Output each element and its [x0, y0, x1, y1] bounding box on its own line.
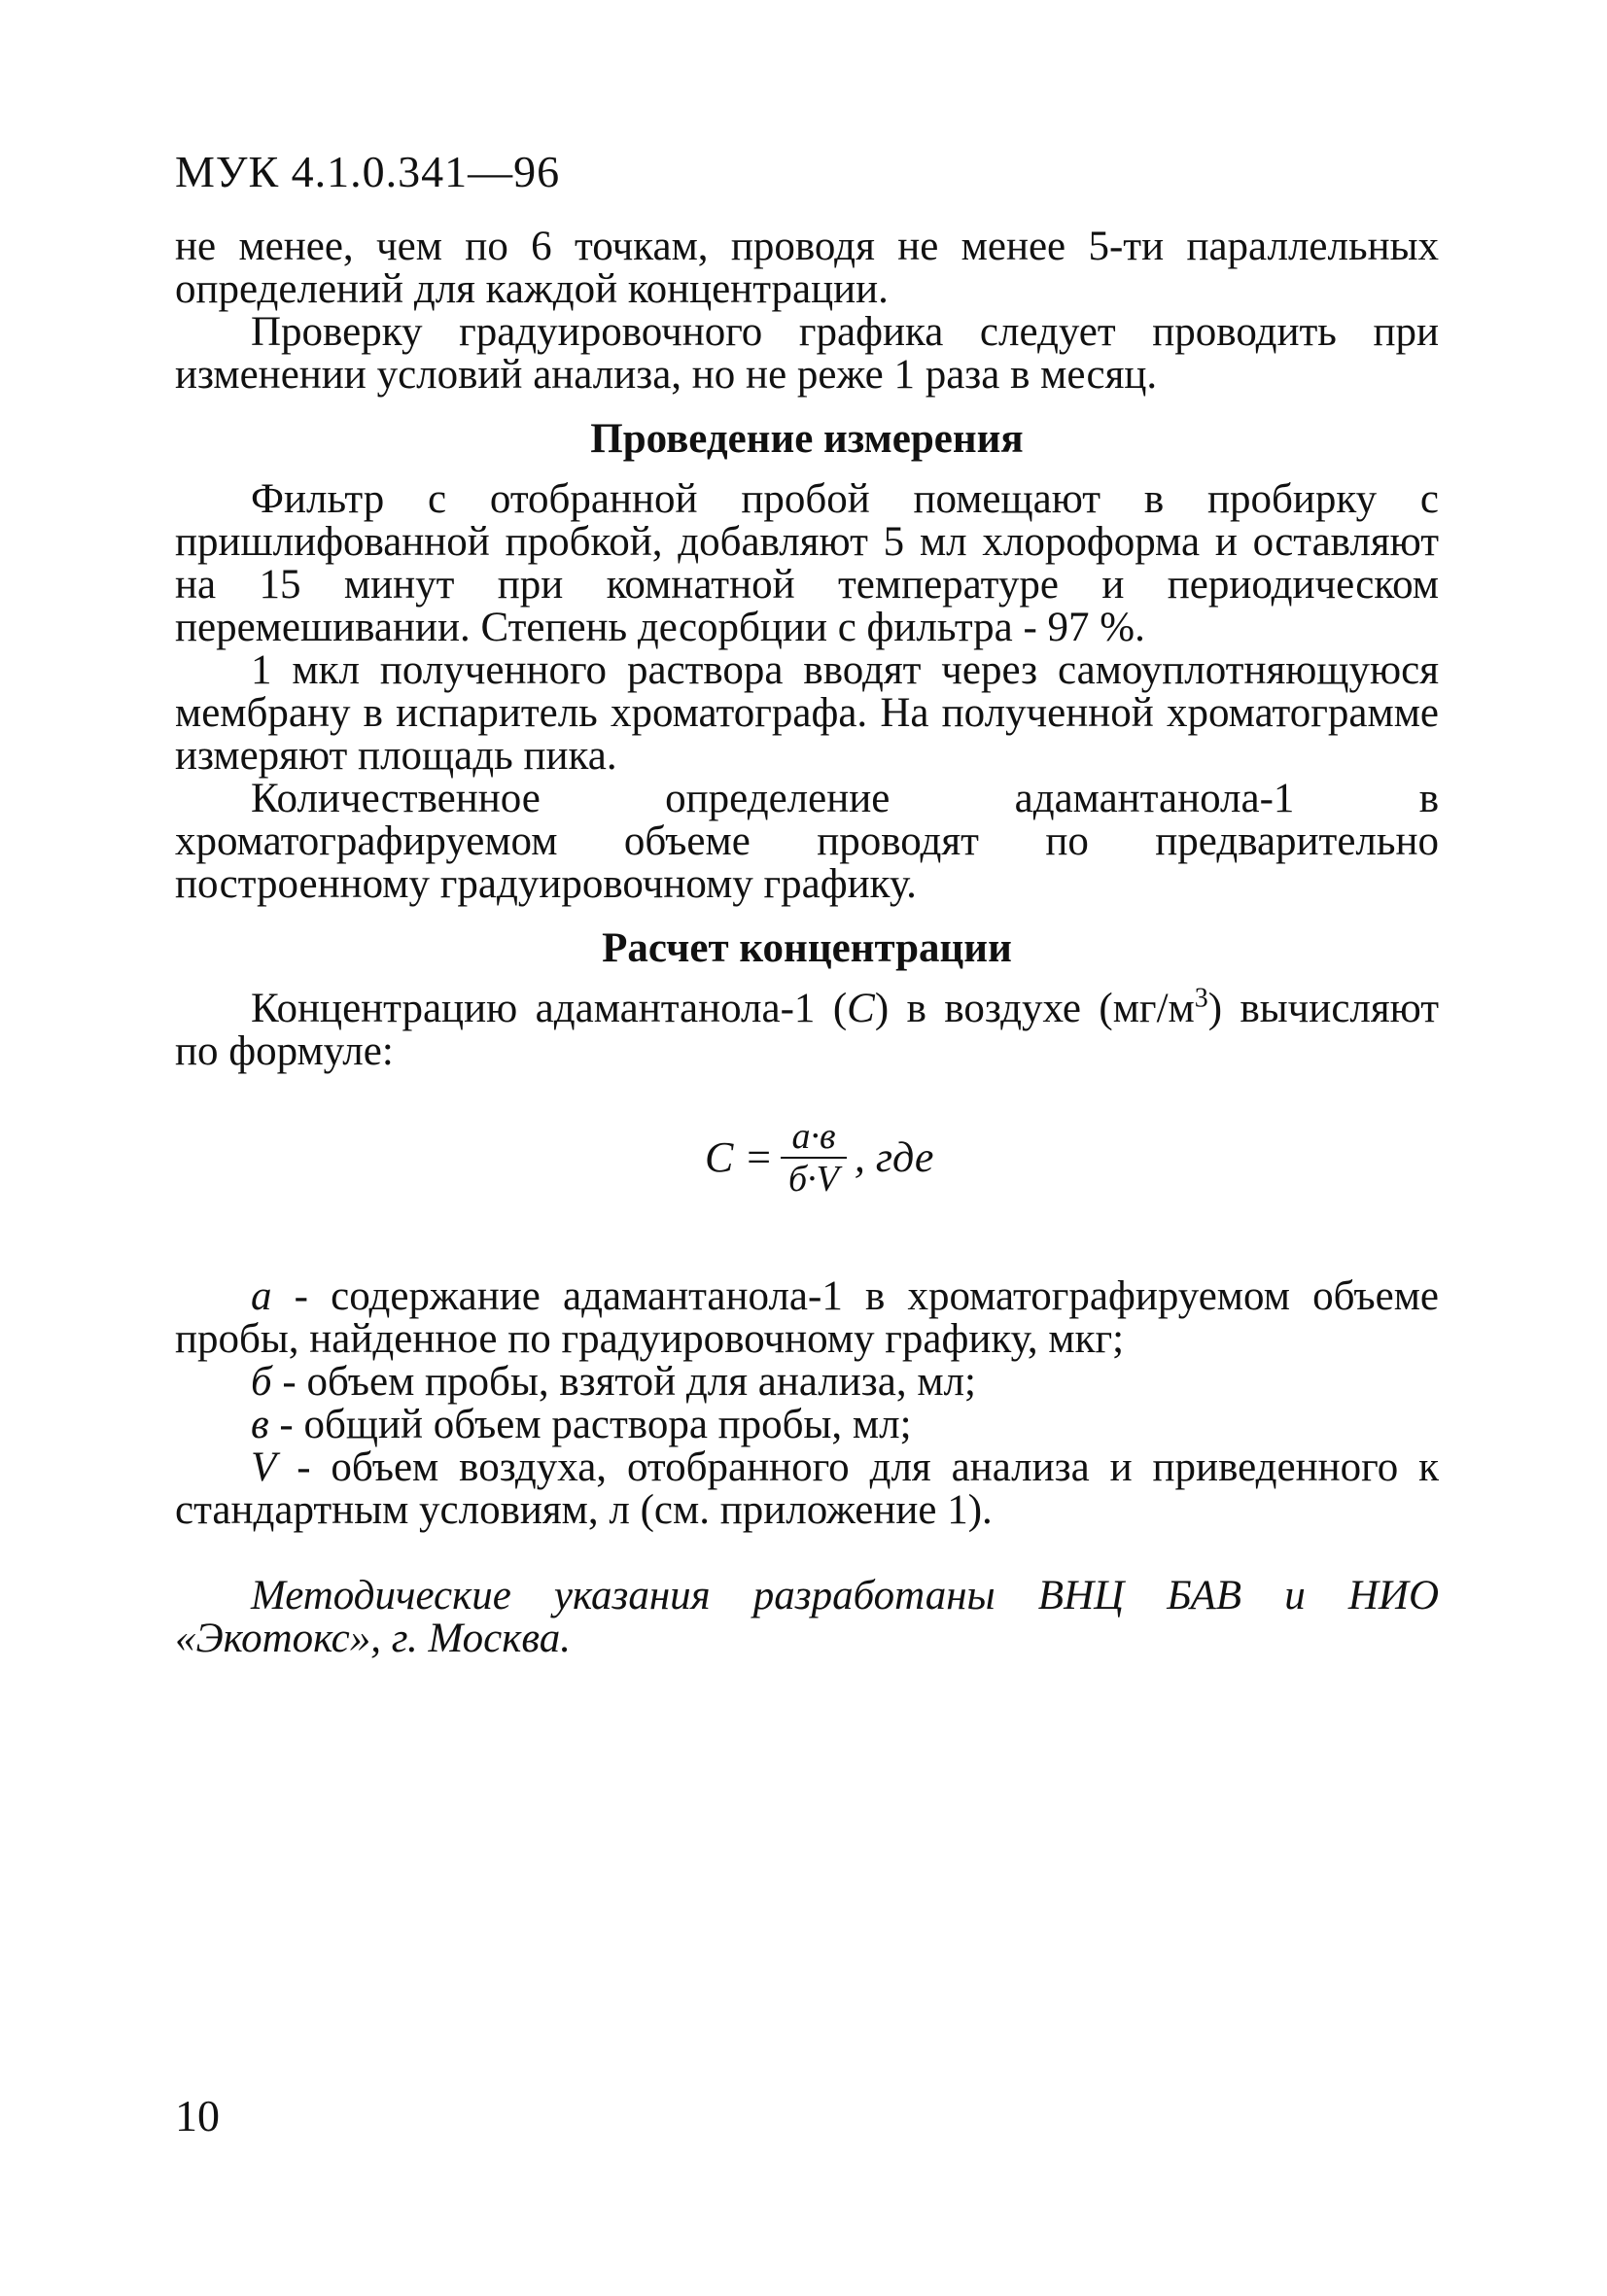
- formula-denominator: б·V: [788, 1159, 839, 1200]
- measurement-heading: Проведение измерения: [590, 416, 1024, 462]
- formula-block: [175, 1081, 1439, 1246]
- definition-symbol: в: [251, 1402, 269, 1447]
- calculation-intro-before: Концентрацию адамантанола-1 (: [251, 986, 848, 1031]
- intro-paragraph-1: не менее, чем по 6 точкам, проводя не менее 5-ти параллельных определений для каждой концентрации.: [175, 224, 1439, 312]
- definition-b: [175, 1361, 1439, 1404]
- measurement-paragraph-2: 1 мкл полученного раствора вводят через самоуплотняющуюся мембрану в испаритель хроматографа. На полученной хроматограмме измеряют площадь пика.: [175, 647, 1439, 779]
- document-body: [175, 226, 1439, 1702]
- variable-definitions: [175, 1275, 1439, 1532]
- measurement-paragraph-3: Количественное определение адамантанола-1 в хроматографируемом объеме проводят по предварительно построенному градуировочному графику.: [175, 776, 1439, 907]
- concentration-variable: С: [847, 986, 875, 1031]
- definition-text: - объем воздуха, отобранного для анализа и приведенного к стандартным условиям, л (см. приложение 1).: [175, 1444, 1439, 1533]
- calculation-intro-mid: ) в воздухе (мг/м: [874, 986, 1195, 1031]
- definition-v: [175, 1404, 1439, 1446]
- concentration-formula: [705, 1116, 933, 1200]
- document-code: МУК 4.1.0.341—96: [175, 147, 561, 196]
- definition-text: - объем пробы, взятой для анализа, мл;: [271, 1359, 976, 1405]
- formula-suffix: , где: [854, 1133, 934, 1181]
- definition-text: - содержание адамантанола-1 в хроматографируемом объеме пробы, найденное по градуировочному графику, мкг;: [175, 1273, 1439, 1362]
- definition-symbol: а: [251, 1273, 272, 1319]
- authors-credit: Методические указания разработаны ВНЦ БАВ и НИО «Экотокс», г. Москва.: [175, 1573, 1439, 1661]
- formula-lhs: С =: [705, 1133, 774, 1181]
- definition-symbol: б: [251, 1359, 272, 1405]
- unit-exponent: 3: [1194, 983, 1208, 1014]
- definition-volume: [175, 1446, 1439, 1532]
- intro-paragraph-2: Проверку градуировочного графика следует проводить при изменении условий анализа, но не реже 1 раза в месяц.: [175, 309, 1439, 398]
- page-number: 10: [175, 2091, 220, 2140]
- formula-fraction: [781, 1116, 847, 1200]
- definition-symbol: V: [251, 1444, 277, 1490]
- calculation-intro: [175, 983, 1439, 1074]
- definition-text: - общий объем раствора пробы, мл;: [268, 1402, 912, 1447]
- calculation-intro-after: ) вычисляют по формуле:: [175, 986, 1439, 1074]
- measurement-paragraph-1: Фильтр с отобранной пробой помещают в пробирку с пришлифованной пробкой, добавляют 5 мл хлороформа и оставляют на 15 минут при комнатной температуре и периодическом перемешивании. Степень десорбции с фильтра - 97 %.: [175, 476, 1439, 650]
- calculation-heading: Расчет концентрации: [602, 925, 1012, 971]
- formula-numerator: а·в: [791, 1116, 836, 1157]
- definition-a: [175, 1275, 1439, 1361]
